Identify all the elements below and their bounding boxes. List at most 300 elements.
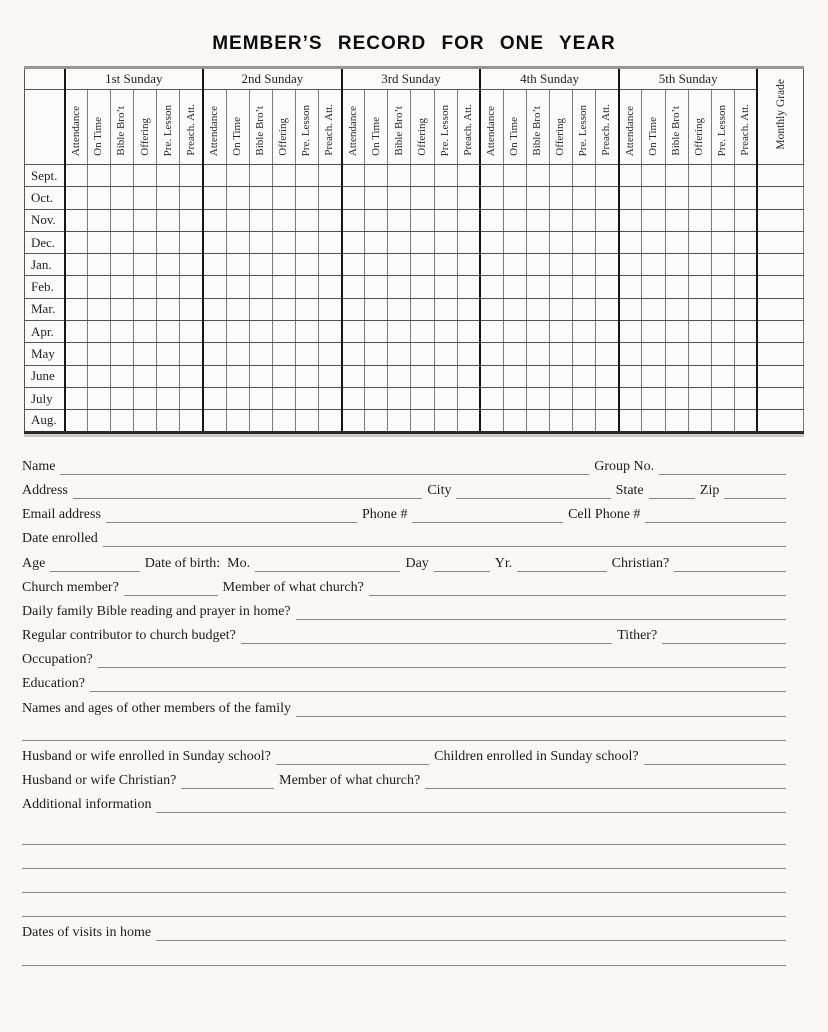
on-time-column-header-label: On Time — [646, 117, 659, 156]
grid-cell — [619, 410, 642, 432]
grid-cell — [226, 187, 249, 209]
fill-in-line — [22, 915, 786, 917]
grid-cell — [319, 365, 342, 387]
grid-cell — [665, 254, 688, 276]
preach-att-column-header-label: Preach. Att. — [184, 104, 197, 156]
grid-cell — [342, 254, 365, 276]
fill-in-line — [425, 787, 786, 789]
pre-lesson-column-header-label: Pre. Lesson — [438, 104, 451, 156]
grid-cell — [180, 298, 203, 320]
grid-cell — [226, 387, 249, 409]
grid-cell — [111, 298, 134, 320]
grid-cell — [573, 276, 596, 298]
bible-bro-t-column-header-label: Bible Bro’t — [531, 106, 544, 156]
member-record-page — [0, 33, 828, 966]
grid-cell — [550, 165, 573, 187]
grid-cell — [503, 410, 526, 432]
yr-label: Yr. — [494, 555, 513, 571]
grid-cell — [365, 410, 388, 432]
form-row — [22, 692, 786, 716]
grid-cell — [296, 410, 319, 432]
grid-cell — [480, 298, 503, 320]
grid-cell — [503, 231, 526, 253]
fill-in-line — [296, 715, 786, 717]
grid-cell — [550, 365, 573, 387]
grid-cell — [203, 343, 226, 365]
grid-cell — [388, 343, 411, 365]
offering-column-header-label: Offering — [554, 118, 567, 156]
grid-cell — [65, 209, 88, 231]
grid-cell — [272, 276, 295, 298]
grid-cell — [134, 165, 157, 187]
grid-cell — [342, 343, 365, 365]
month-row-apr — [25, 321, 804, 343]
grid-cell — [411, 187, 434, 209]
grid-cell — [296, 387, 319, 409]
christian-label: Christian? — [611, 555, 670, 571]
grid-cell — [157, 187, 180, 209]
grid-cell — [503, 187, 526, 209]
grid-cell — [272, 321, 295, 343]
grid-cell — [226, 209, 249, 231]
grid-cell — [180, 276, 203, 298]
grid-cell — [434, 165, 457, 187]
monthly-grade-header-label: Monthly Grade — [774, 79, 787, 150]
fill-in-line — [156, 811, 786, 813]
grid-cell — [319, 187, 342, 209]
grid-cell — [296, 276, 319, 298]
grid-cell — [711, 321, 734, 343]
grid-cell — [573, 254, 596, 276]
grid-cell — [596, 343, 619, 365]
form-row — [22, 789, 786, 813]
sub-header-row — [25, 90, 804, 165]
grid-cell — [457, 365, 480, 387]
grid-cell — [388, 387, 411, 409]
grid-cell — [157, 209, 180, 231]
grid-cell — [665, 231, 688, 253]
on-time-column-header-label: On Time — [369, 117, 382, 156]
monthly-grade-cell — [757, 410, 803, 432]
grid-cell — [296, 365, 319, 387]
grid-cell — [411, 365, 434, 387]
grid-cell — [642, 165, 665, 187]
grid-cell — [272, 343, 295, 365]
grid-cell — [665, 410, 688, 432]
grid-cell — [365, 387, 388, 409]
grid-cell — [319, 231, 342, 253]
form-row — [22, 668, 786, 692]
grid-cell — [711, 365, 734, 387]
grid-cell — [550, 343, 573, 365]
grid-cell — [734, 254, 757, 276]
attendance-table — [24, 66, 804, 434]
fill-in-line — [22, 964, 786, 966]
grid-cell — [526, 187, 549, 209]
grid-cell — [457, 187, 480, 209]
attendance-column-header-label: Attendance — [485, 105, 498, 156]
grid-cell — [180, 254, 203, 276]
email-address-label: Email address — [22, 507, 101, 523]
grid-cell — [157, 387, 180, 409]
grid-cell — [457, 387, 480, 409]
church-member-label: Church member? — [22, 579, 119, 595]
month-label: Feb. — [25, 276, 65, 298]
grid-cell — [88, 209, 111, 231]
grid-cell — [642, 321, 665, 343]
grid-cell — [65, 276, 88, 298]
grid-cell — [88, 187, 111, 209]
grid-cell — [480, 321, 503, 343]
form-row — [22, 820, 786, 844]
offering-column-header — [272, 90, 295, 165]
grid-cell — [503, 387, 526, 409]
grid-cell — [365, 231, 388, 253]
grid-cell — [619, 321, 642, 343]
grid-cell — [88, 298, 111, 320]
month-label: June — [25, 365, 65, 387]
grid-cell — [573, 187, 596, 209]
grid-cell — [503, 276, 526, 298]
fill-in-line — [434, 570, 490, 572]
month-row-mar — [25, 298, 804, 320]
grid-cell — [272, 387, 295, 409]
names-and-ages-of-other-members-of-the-family-label: Names and ages of other members of the family — [22, 700, 292, 716]
grid-cell — [411, 343, 434, 365]
grid-cell — [226, 254, 249, 276]
grid-cell — [342, 209, 365, 231]
grid-cell — [596, 231, 619, 253]
fill-in-line — [241, 642, 612, 644]
grid-cell — [434, 410, 457, 432]
grid-cell — [88, 231, 111, 253]
grid-cell — [365, 187, 388, 209]
grid-cell — [180, 387, 203, 409]
grid-cell — [272, 209, 295, 231]
grid-cell — [503, 209, 526, 231]
fill-in-line — [156, 939, 786, 941]
grid-cell — [388, 321, 411, 343]
grid-cell — [457, 231, 480, 253]
bible-bro-t-column-header-label: Bible Bro’t — [669, 106, 682, 156]
fill-in-line — [369, 594, 786, 596]
additional-information-label: Additional information — [22, 797, 152, 813]
grid-cell — [134, 254, 157, 276]
grid-cell — [296, 298, 319, 320]
grid-cell — [411, 276, 434, 298]
attendance-column-header — [342, 90, 365, 165]
form-row — [22, 893, 786, 917]
grid-cell — [642, 410, 665, 432]
grid-cell — [411, 254, 434, 276]
grid-cell — [249, 231, 272, 253]
grid-cell — [249, 298, 272, 320]
grid-cell — [88, 254, 111, 276]
grid-cell — [319, 165, 342, 187]
grid-cell — [619, 231, 642, 253]
grid-cell — [249, 343, 272, 365]
grid-cell — [203, 387, 226, 409]
grid-cell — [180, 410, 203, 432]
grid-cell — [319, 410, 342, 432]
grid-cell — [665, 321, 688, 343]
grid-cell — [111, 187, 134, 209]
grid-cell — [203, 365, 226, 387]
grid-cell — [319, 321, 342, 343]
date-enrolled-label: Date enrolled — [22, 531, 98, 547]
fill-in-line — [22, 867, 786, 869]
grid-cell — [665, 298, 688, 320]
grid-cell — [134, 365, 157, 387]
grid-cell — [734, 410, 757, 432]
grid-cell — [296, 254, 319, 276]
grid-cell — [65, 187, 88, 209]
group-no-label: Group No. — [594, 458, 655, 474]
grid-cell — [457, 276, 480, 298]
monthly-grade-cell — [757, 209, 803, 231]
grid-cell — [342, 276, 365, 298]
grid-cell — [272, 365, 295, 387]
grid-cell — [688, 231, 711, 253]
grid-cell — [550, 321, 573, 343]
grid-cell — [342, 410, 365, 432]
grid-cell — [596, 209, 619, 231]
grid-cell — [157, 231, 180, 253]
offering-column-header — [550, 90, 573, 165]
fill-in-line — [255, 570, 400, 572]
pre-lesson-column-header-label: Pre. Lesson — [716, 104, 728, 156]
attendance-column-header — [203, 90, 226, 165]
grid-cell — [526, 387, 549, 409]
grid-cell — [157, 254, 180, 276]
grid-cell — [249, 276, 272, 298]
fill-in-line — [60, 473, 589, 475]
grid-cell — [342, 321, 365, 343]
grid-cell — [642, 231, 665, 253]
grid-cell — [226, 365, 249, 387]
monthly-grade-cell — [757, 365, 803, 387]
grid-cell — [157, 410, 180, 432]
grid-cell — [434, 365, 457, 387]
grid-cell — [249, 321, 272, 343]
grid-cell — [65, 165, 88, 187]
grid-cell — [526, 410, 549, 432]
grid-cell — [296, 231, 319, 253]
grid-cell — [434, 387, 457, 409]
grid-cell — [457, 410, 480, 432]
grid-cell — [503, 254, 526, 276]
grid-cell — [319, 343, 342, 365]
grid-cell — [411, 209, 434, 231]
grid-cell — [688, 165, 711, 187]
grid-cell — [249, 187, 272, 209]
grid-cell — [134, 321, 157, 343]
grid-cell — [134, 209, 157, 231]
grid-cell — [550, 276, 573, 298]
on-time-column-header — [642, 90, 665, 165]
grid-cell — [526, 165, 549, 187]
grid-cell — [480, 187, 503, 209]
grid-cell — [180, 209, 203, 231]
grid-cell — [573, 365, 596, 387]
husband-or-wife-christian-label: Husband or wife Christian? — [22, 773, 177, 789]
grid-cell — [711, 187, 734, 209]
attendance-column-header — [65, 90, 88, 165]
preach-att-column-header — [457, 90, 480, 165]
month-label: Mar. — [25, 298, 65, 320]
grid-cell — [342, 231, 365, 253]
month-label: Apr. — [25, 321, 65, 343]
grid-cell — [688, 276, 711, 298]
fill-in-line — [22, 739, 786, 741]
grid-cell — [296, 343, 319, 365]
form-row — [22, 523, 786, 547]
dates-of-visits-in-home-label: Dates of visits in home — [22, 925, 152, 941]
monthly-grade-cell — [757, 387, 803, 409]
member-of-what-church-label: Member of what church? — [222, 579, 364, 595]
grid-cell — [526, 254, 549, 276]
grid-cell — [711, 276, 734, 298]
attendance-column-header-label: Attendance — [69, 105, 82, 156]
grid-cell — [457, 209, 480, 231]
form-row — [22, 475, 786, 499]
grid-cell — [157, 343, 180, 365]
fill-in-line — [50, 570, 139, 572]
grid-cell — [457, 343, 480, 365]
month-label: May — [25, 343, 65, 365]
grid-cell — [688, 298, 711, 320]
grid-cell — [249, 165, 272, 187]
grid-cell — [480, 231, 503, 253]
grid-cell — [157, 276, 180, 298]
grid-cell — [665, 343, 688, 365]
preach-att-column-header-label: Preach. Att. — [461, 104, 474, 156]
grid-cell — [457, 254, 480, 276]
fill-in-line — [724, 497, 786, 499]
grid-cell — [249, 387, 272, 409]
on-time-column-header-label: On Time — [231, 117, 243, 156]
grid-cell — [434, 187, 457, 209]
attendance-column-header — [480, 90, 503, 165]
fill-in-line — [22, 891, 786, 893]
grid-cell — [711, 298, 734, 320]
children-enrolled-in-sunday-school-label: Children enrolled in Sunday school? — [434, 749, 639, 764]
bible-bro-t-column-header-label: Bible Bro’t — [254, 106, 267, 156]
grid-cell — [550, 387, 573, 409]
bible-bro-t-column-header — [526, 90, 549, 165]
month-label: Aug. — [25, 410, 65, 432]
grid-cell — [88, 276, 111, 298]
form-row — [22, 765, 786, 789]
grid-cell — [111, 231, 134, 253]
on-time-column-header — [226, 90, 249, 165]
grid-cell — [596, 254, 619, 276]
on-time-column-header — [503, 90, 526, 165]
fill-in-line — [644, 763, 786, 765]
sunday-group-header-1: 1st Sunday — [65, 68, 204, 90]
fill-in-line — [98, 666, 786, 668]
grid-cell — [734, 343, 757, 365]
grid-cell — [365, 343, 388, 365]
attendance-column-header-label: Attendance — [346, 105, 359, 156]
month-row-dec — [25, 231, 804, 253]
grid-cell — [688, 365, 711, 387]
grid-cell — [503, 298, 526, 320]
grid-cell — [388, 365, 411, 387]
grid-cell — [688, 410, 711, 432]
grid-cell — [642, 254, 665, 276]
bible-bro-t-column-header — [249, 90, 272, 165]
occupation-label: Occupation? — [22, 652, 93, 668]
monthly-grade-cell — [757, 231, 803, 253]
grid-cell — [550, 187, 573, 209]
grid-cell — [642, 209, 665, 231]
grid-cell — [619, 254, 642, 276]
grid-cell — [111, 254, 134, 276]
preach-att-column-header-label: Preach. Att. — [323, 104, 336, 156]
grid-cell — [411, 231, 434, 253]
month-label: Sept. — [25, 165, 65, 187]
grid-cell — [665, 365, 688, 387]
grid-cell — [573, 387, 596, 409]
grid-cell — [157, 365, 180, 387]
group-header-row — [25, 68, 804, 90]
grid-cell — [480, 410, 503, 432]
month-row-feb — [25, 276, 804, 298]
grid-cell — [642, 343, 665, 365]
grid-cell — [319, 387, 342, 409]
grid-cell — [711, 165, 734, 187]
form-row — [22, 869, 786, 893]
grid-cell — [642, 276, 665, 298]
grid-cell — [388, 165, 411, 187]
sunday-group-header-5: 5th Sunday — [619, 68, 758, 90]
form-row — [22, 451, 786, 475]
grid-cell — [342, 387, 365, 409]
table-body — [25, 165, 804, 433]
fill-in-line — [22, 843, 786, 845]
grid-cell — [573, 298, 596, 320]
on-time-column-header — [365, 90, 388, 165]
grid-cell — [503, 165, 526, 187]
fill-in-line — [456, 497, 610, 499]
grid-cell — [734, 387, 757, 409]
form-row — [22, 917, 786, 941]
husband-or-wife-enrolled-in-sunday-school-label: Husband or wife enrolled in Sunday school? — [22, 749, 271, 764]
sunday-group-header-3: 3rd Sunday — [342, 68, 481, 90]
grid-cell — [434, 343, 457, 365]
grid-cell — [434, 276, 457, 298]
sunday-group-header-4: 4th Sunday — [480, 68, 619, 90]
month-row-aug — [25, 410, 804, 432]
day-label: Day — [405, 555, 429, 571]
grid-cell — [688, 209, 711, 231]
grid-cell — [550, 298, 573, 320]
grid-cell — [734, 365, 757, 387]
grid-cell — [134, 276, 157, 298]
daily-family-bible-reading-and-prayer-in-home-label: Daily family Bible reading and prayer in home? — [22, 603, 291, 619]
fill-in-line — [103, 545, 786, 547]
grid-cell — [226, 276, 249, 298]
grid-cell — [365, 365, 388, 387]
bible-bro-t-column-header — [388, 90, 411, 165]
month-label: Jan. — [25, 254, 65, 276]
bible-bro-t-column-header — [665, 90, 688, 165]
grid-cell — [526, 276, 549, 298]
form-row — [22, 499, 786, 523]
grid-cell — [272, 410, 295, 432]
grid-cell — [411, 165, 434, 187]
